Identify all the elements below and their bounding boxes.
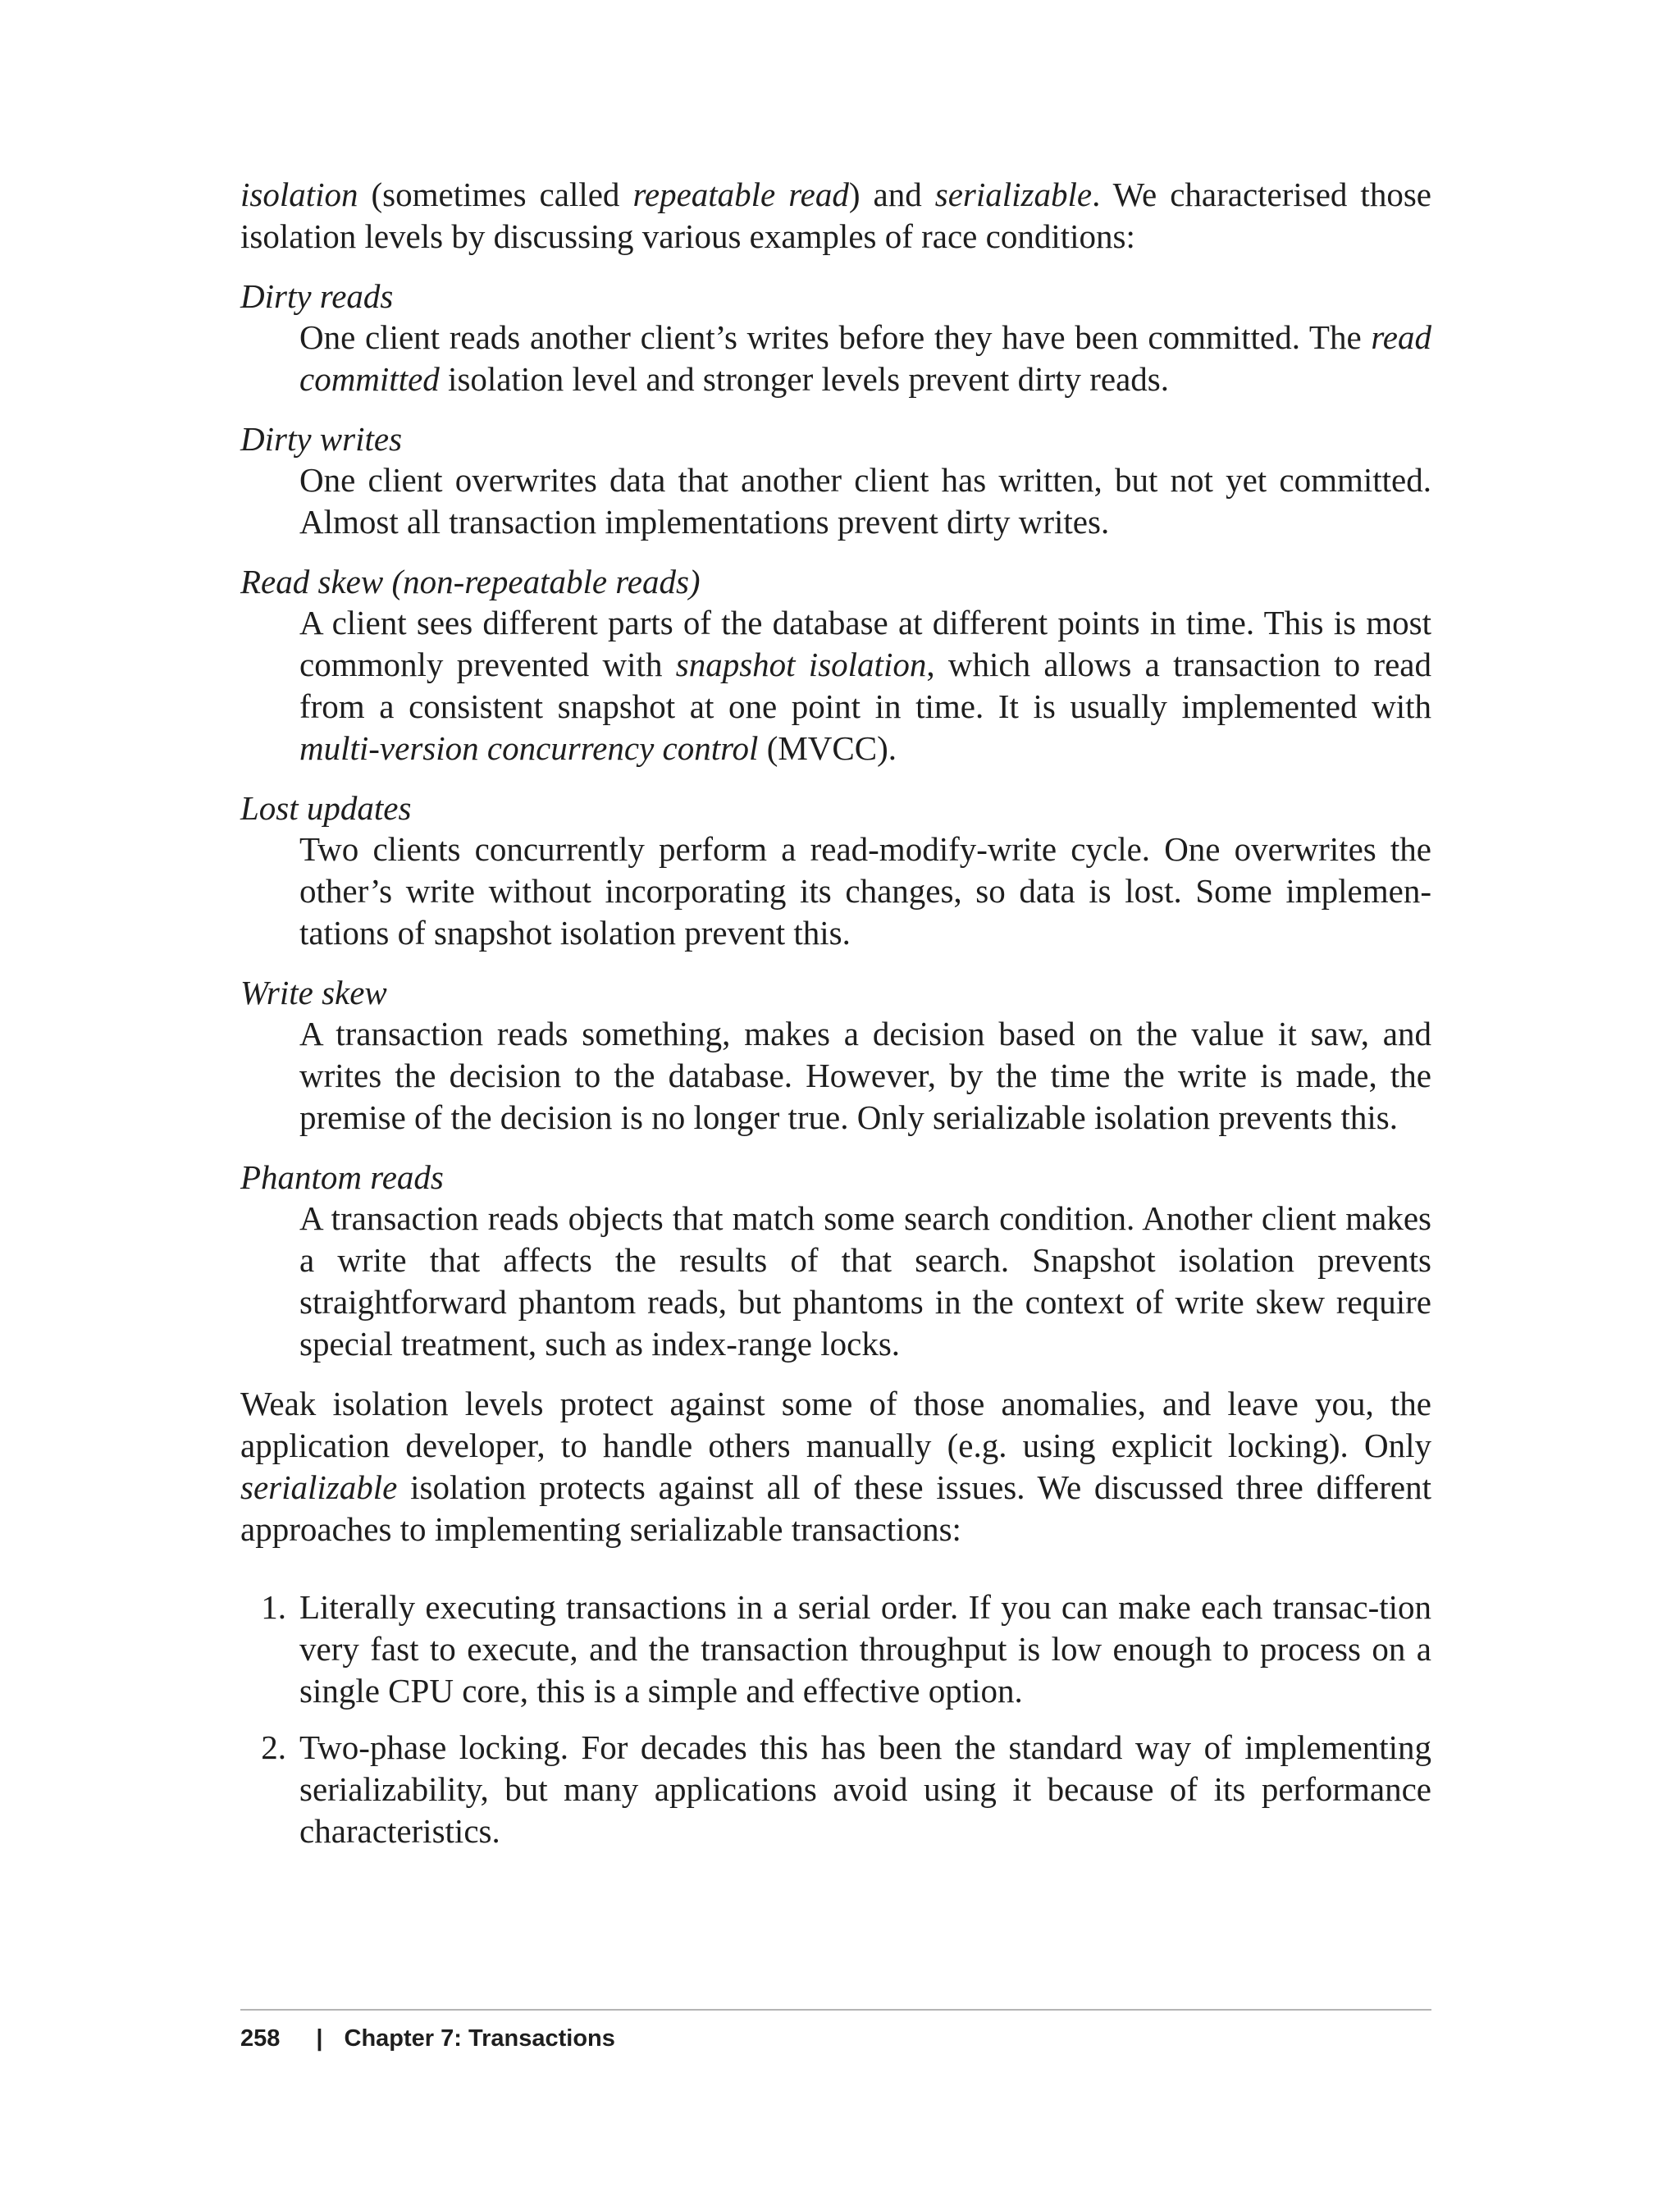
summary-paragraph: Weak isolation levels protect against some of those anomalies, and leave you, the application developer, to handle others manually (e.g. using explicit locking). Only serializable isolation protects against all of these issues. We discussed three different approaches to implementing serializable transactions: [240, 1385, 1431, 1548]
anomaly-definition: A transaction reads objects that match some search condition. Another client makes a write that affects the results of that search. Snapshot isolation prevents straightforward phantom reads, but phantoms in the context of write skew require special treatment, such as index-range locks. [299, 1199, 1431, 1363]
intro-text-3: . We characterised those isolation levels by discussing various examples of race conditions: [240, 176, 1431, 255]
intro-em-serializable: serializable [934, 176, 1093, 213]
anomaly-term: Write skew [240, 974, 387, 1011]
anomaly-definition: One client reads another client’s writes before they have been committed. The read committed isolation level and stronger levels prevent dirty reads. [299, 318, 1431, 398]
approaches-list [240, 1586, 1431, 1852]
anomaly-entry-lost-updates [240, 788, 1431, 954]
page-footer [240, 2009, 1431, 2052]
intro-em-repeatable-read: repeatable read [632, 176, 849, 213]
anomaly-term: Dirty writes [240, 420, 403, 458]
intro-em-isolation: isolation [240, 176, 358, 213]
chapter-title: Chapter 7: Transactions [344, 2025, 615, 2052]
anomaly-list [240, 276, 1431, 1365]
anomaly-definition: A transaction reads something, makes a decision based on the value it saw, and writes the decision to the database. However, by the time the write is made, the premise of the decision is no longer true. Only serializable isolation prevents this. [299, 1015, 1431, 1136]
anomaly-entry-read-skew [240, 561, 1431, 769]
list-item-number: 2. [261, 1728, 286, 1766]
page-number: 258 [240, 2025, 281, 2052]
footer-separator: | [316, 2025, 323, 2052]
anomaly-term: Read skew (non-repeatable reads) [240, 563, 701, 600]
page-body [240, 174, 1431, 1867]
anomaly-definition: A client sees different parts of the database at different points in time. This is most commonly prevented with snapshot isolation, which allows a transaction to read from a consistent snapshot at one point in time. It is usually implemented with multi-version concurrency control (MVCC). [299, 604, 1431, 767]
anomaly-entry-phantom-reads [240, 1157, 1431, 1365]
list-item-number: 1. [261, 1588, 286, 1626]
list-item [240, 1727, 1431, 1852]
intro-text-2: ) and [848, 176, 935, 213]
anomaly-entry-write-skew [240, 972, 1431, 1139]
anomaly-entry-dirty-writes [240, 418, 1431, 543]
intro-paragraph [240, 174, 1431, 258]
anomaly-entry-dirty-reads [240, 276, 1431, 400]
anomaly-definition: Two clients concurrently perform a read-modify-write cycle. One overwrites the other’s write without incorporating its changes, so data is lost. Some implemen-tations of snapshot isolation prevent this. [299, 830, 1431, 952]
list-item-text: Literally executing transactions in a serial order. If you can make each transac-tion very fast to execute, and the transaction throughput is low enough to process on a single CPU core, this is a simple and effective option. [299, 1588, 1431, 1710]
anomaly-term: Dirty reads [240, 277, 394, 315]
list-item [240, 1586, 1431, 1712]
intro-text-1: (sometimes called [358, 176, 633, 213]
list-item-text: Two-phase locking. For decades this has been the standard way of implementing serializability, but many applications avoid using it because of its performance characteristics. [299, 1728, 1431, 1850]
anomaly-term: Phantom reads [240, 1158, 444, 1196]
anomaly-term: Lost updates [240, 789, 412, 827]
anomaly-definition: One client overwrites data that another client has written, but not yet committed. Almost all transaction implementations prevent dirty writes. [299, 461, 1431, 541]
